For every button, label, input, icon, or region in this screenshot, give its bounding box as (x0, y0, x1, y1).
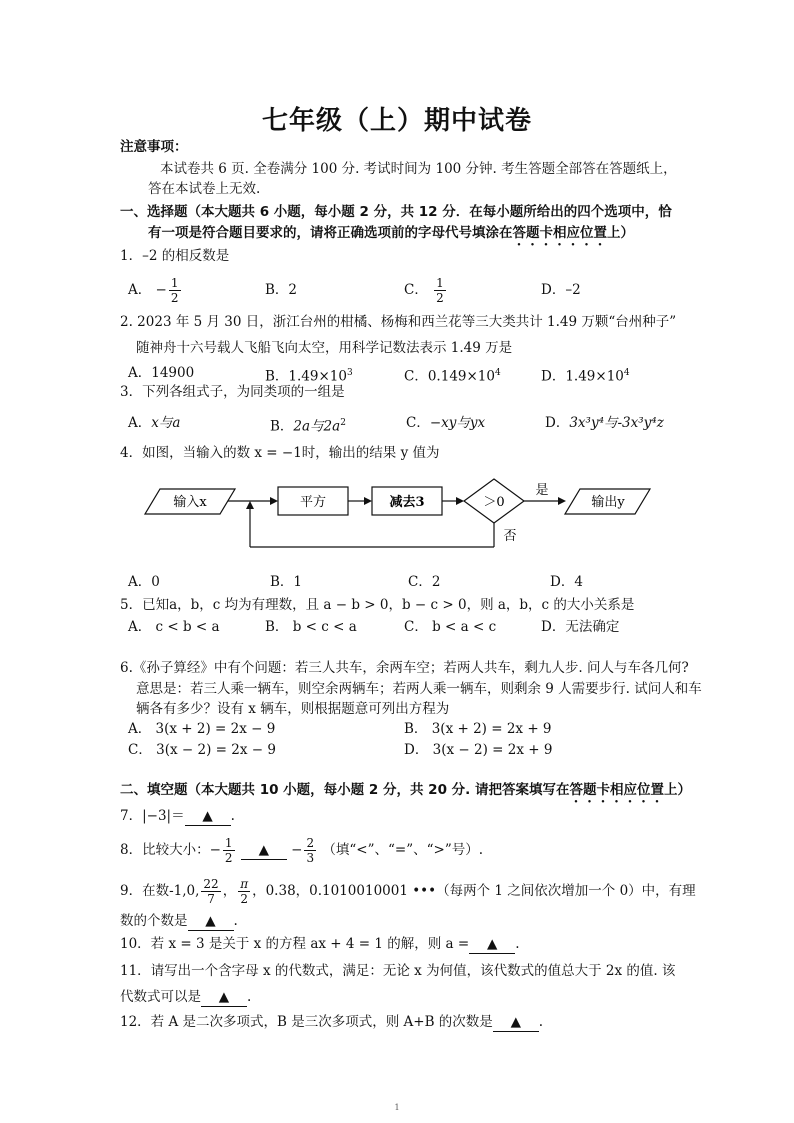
q5-option-a: A． c < b < a (128, 619, 220, 635)
q6-line-2: 意思是：若三人乘一辆车，则空余两辆车；若两人乘一辆车，则剩余 9 人需要步行. 试问人和车 (136, 681, 702, 697)
q2-line-2: 随神舟十六号载人飞船飞向太空，用科学记数法表示 1.49 万是 (136, 340, 513, 356)
notice-line-1: 本试卷共 6 页. 全卷满分 100 分. 考试时间为 100 分钟. 考生答题全部答在答题纸上， (160, 161, 677, 177)
q1-option-d: D．–2 (541, 282, 581, 298)
notice-heading: 注意事项： (120, 139, 188, 155)
q4-option-a: A．0 (128, 574, 160, 590)
page-number: 1 (394, 1103, 400, 1112)
q2-option-b: B．$1.49\times 10^3$ (265, 368, 353, 385)
q3-option-b: B．2a与$2a^2$ (270, 418, 346, 435)
q7: 7．|−3|＝ ▲ . (120, 808, 235, 824)
flow-output-label: 输出y (591, 495, 625, 510)
q9-line-2: 数的个数是 ▲ . (120, 913, 238, 929)
q2-option-d: D．$1.49\times 10^4$ (541, 368, 630, 385)
q2-option-c: C．$0.149\times 10^4$ (404, 368, 501, 385)
flow-loop-arrowhead (246, 501, 254, 509)
q8: 8．比较大小：− $\frac{1}{2}$ ▲ − $\frac{2}{3}$ （填“<”、“=”、“>”号）. (120, 836, 484, 865)
section1-heading-2: 有一项是符合题目要求的，请将正确选项前的字母代号填涂在答题卡相应位置上） (148, 225, 634, 241)
answer-blank: ▲ (493, 1013, 539, 1032)
answer-blank: ▲ (201, 988, 247, 1007)
q5-option-d: D．无法确定 (541, 619, 620, 635)
flow-input-label: 输入x (173, 495, 207, 510)
q5-option-c: C． b < a < c (404, 619, 497, 635)
notice-line-2: 答在本试卷上无效. (148, 181, 261, 197)
flow-arrowhead-3 (456, 497, 464, 505)
q1-stem: 1．–2 的相反数是 (120, 248, 230, 264)
q10: 10．若 x = 3 是关于 x 的方程 ax + 4 = 1 的解，则 a = ▲ . (120, 936, 520, 952)
flow-minus-label: 减去3 (389, 495, 425, 510)
q11-line-2: 代数式可以是 ▲ . (120, 989, 252, 1005)
q1-option-a: A． − $\frac{1}{2}$ (128, 276, 179, 305)
answer-blank: ▲ (241, 841, 287, 860)
q3-option-d: D．3x³y⁴与-3x³y⁴z (545, 415, 664, 431)
q4-option-d: D．4 (550, 574, 583, 590)
emphasis-answer-card: 答题卡相应位置 (512, 225, 607, 241)
answer-blank: ▲ (188, 912, 234, 931)
section1-heading-1: 一、选择题（本大题共 6 小题，每小题 2 分，共 12 分．在每小题所给出的四个选项中，恰 (120, 204, 672, 220)
q11-line-1: 11．请写出一个含字母 x 的代数式，满足：无论 x 为何值，该代数式的值总大于 2x 的值. 该 (120, 963, 676, 979)
answer-blank: ▲ (469, 935, 515, 954)
q4-option-b: B．1 (270, 574, 303, 590)
q6-line-1: 6.《孙子算经》中有个问题：若三人共车，余两车空；若两人共车，剩九人步. 问人与车各几何? (120, 660, 689, 676)
page-title: 七年级（上）期中试卷 (261, 106, 532, 136)
flow-square-label: 平方 (299, 495, 327, 510)
q6-option-c: C． 3(x − 2) = 2x − 9 (128, 742, 276, 758)
q6-option-a: A． 3(x + 2) = 2x − 9 (128, 721, 276, 737)
emphasis-answer-card-2: 答题卡相应位置 (569, 782, 664, 798)
q3-option-a: A．x与a (128, 415, 181, 431)
q6-option-b: B． 3(x + 2) = 2x + 9 (404, 721, 552, 737)
q5-stem: 5．已知a，b，c 均为有理数，且 a − b > 0，b − c > 0，则 a，b，c 的大小关系是 (120, 597, 635, 613)
q2-option-a: A．14900 (128, 365, 195, 381)
q12: 12．若 A 是二次多项式，B 是三次多项式，则 A+B 的次数是 ▲ . (120, 1014, 544, 1030)
flowchart (140, 474, 680, 554)
q5-option-b: B． b < c < a (265, 619, 357, 635)
q4-stem: 4．如图，当输入的数 x = −1时，输出的结果 y 值为 (120, 445, 440, 461)
q3-stem: 3．下列各组式子，为同类项的一组是 (120, 384, 345, 400)
q6-option-d: D． 3(x − 2) = 2x + 9 (404, 742, 553, 758)
q4-option-c: C．2 (408, 574, 441, 590)
flow-condition-label: ＞0 (483, 495, 505, 510)
q6-line-3: 辆各有多少？设有 x 辆车，则根据题意可列出方程为 (136, 701, 450, 717)
q3-option-c: C．−xy与yx (406, 415, 486, 431)
section2-heading: 二、填空题（本大题共 10 小题，每小题 2 分，共 20 分. 请把答案填写在答题卡相应位置上） (120, 782, 691, 798)
flow-arrowhead-1 (270, 497, 278, 505)
q1-option-b: B．2 (265, 282, 298, 298)
flow-yes-label: 是 (535, 483, 549, 498)
answer-blank: ▲ (185, 807, 231, 826)
flow-no-label: 否 (503, 529, 517, 544)
q2-line-1: 2. 2023 年 5 月 30 日，浙江台州的柑橘、杨梅和西兰花等三大类共计 1.49 万颗“台州种子” (120, 314, 677, 330)
q1-option-c: C． $\frac{1}{2}$ (404, 276, 444, 305)
flow-arrowhead-yes (558, 497, 566, 505)
q9-line-1: 9．在数-1,0, $\frac{22}{7}$ ， $\frac{\pi}{2}$ ，0.38，0.1010010001 •••（每两个 1 之间依次增加一个 0）中，有理 (120, 877, 696, 906)
flow-arrowhead-2 (364, 497, 372, 505)
